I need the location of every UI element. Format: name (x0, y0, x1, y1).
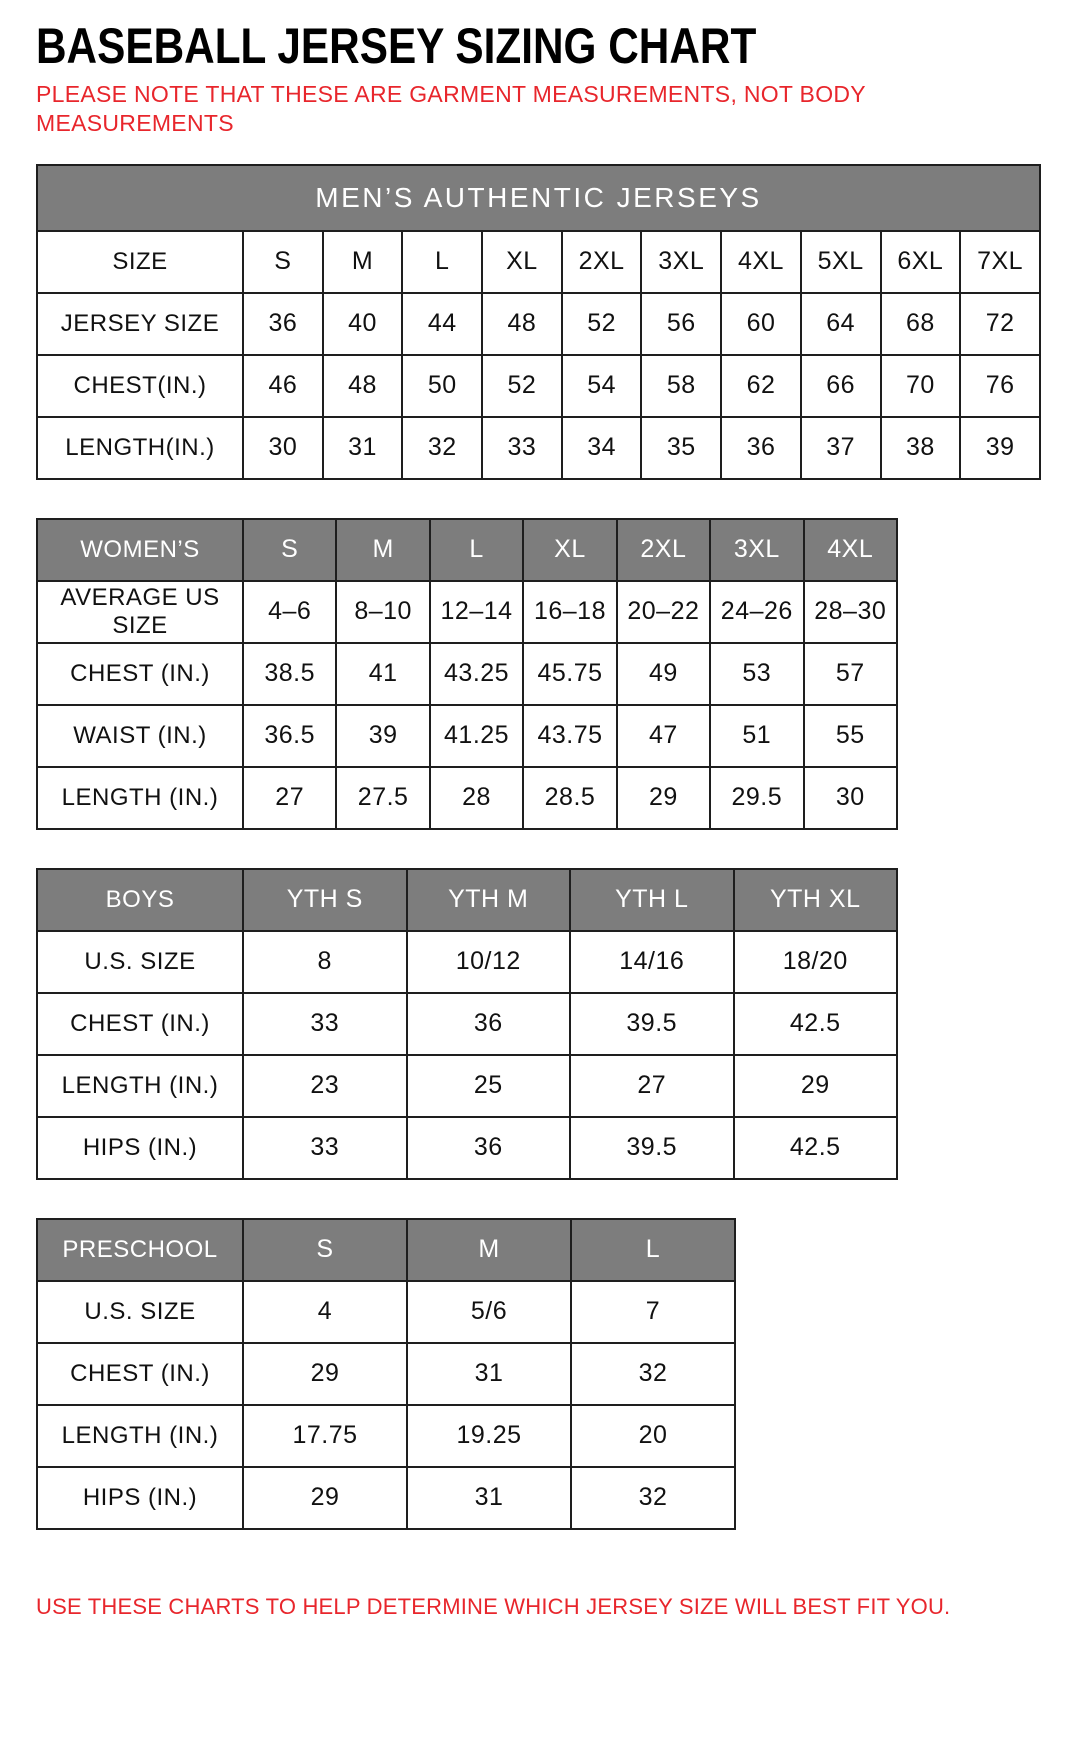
data-cell: 31 (407, 1343, 571, 1405)
data-cell: 33 (243, 993, 407, 1055)
data-cell: 37 (801, 417, 881, 479)
data-cell: M (323, 231, 403, 293)
data-cell: 7 (571, 1281, 735, 1343)
table-header-row (37, 869, 897, 931)
data-cell: 29 (734, 1055, 898, 1117)
data-cell: 28.5 (523, 767, 616, 829)
data-cell: 66 (801, 355, 881, 417)
data-cell: 8 (243, 931, 407, 993)
data-cell: 7XL (960, 231, 1040, 293)
data-cell: 60 (721, 293, 801, 355)
data-cell: XL (482, 231, 562, 293)
data-cell: 8–10 (336, 581, 429, 643)
data-cell: 68 (881, 293, 961, 355)
data-cell: 55 (804, 705, 897, 767)
data-cell: 28 (430, 767, 523, 829)
table-row (37, 1343, 735, 1405)
data-cell: 4XL (721, 231, 801, 293)
table-corner-label: PRESCHOOL (37, 1219, 243, 1281)
data-cell: 25 (407, 1055, 571, 1117)
data-cell: 39.5 (570, 993, 734, 1055)
table-row (37, 767, 897, 829)
data-cell: 29 (243, 1467, 407, 1529)
preschool-sizing-table (36, 1218, 736, 1530)
data-cell: 53 (710, 643, 803, 705)
womens-sizing-table (36, 518, 898, 830)
data-cell: 48 (482, 293, 562, 355)
row-label: LENGTH (IN.) (37, 1405, 243, 1467)
column-header: 4XL (804, 519, 897, 581)
data-cell: 10/12 (407, 931, 571, 993)
data-cell: 36 (243, 293, 323, 355)
data-cell: 33 (482, 417, 562, 479)
data-cell: 3XL (641, 231, 721, 293)
data-cell: 29 (617, 767, 710, 829)
column-header: 2XL (617, 519, 710, 581)
column-header: YTH XL (734, 869, 898, 931)
data-cell: L (402, 231, 482, 293)
row-label: WAIST (IN.) (37, 705, 243, 767)
data-cell: 57 (804, 643, 897, 705)
data-cell: 4–6 (243, 581, 336, 643)
data-cell: 18/20 (734, 931, 898, 993)
row-label: U.S. SIZE (37, 1281, 243, 1343)
data-cell: 39 (960, 417, 1040, 479)
footer-note: USE THESE CHARTS TO HELP DETERMINE WHICH JERSEY SIZE WILL BEST FIT YOU. (36, 1593, 951, 1619)
data-cell: 32 (571, 1343, 735, 1405)
data-cell: 4 (243, 1281, 407, 1343)
table-row (37, 1055, 897, 1117)
measurement-note: PLEASE NOTE THAT THESE ARE GARMENT MEASUREMENTS, NOT BODY MEASUREMENTS (36, 81, 866, 137)
row-label: CHEST (IN.) (37, 643, 243, 705)
data-cell: 30 (243, 417, 323, 479)
data-cell: 36 (721, 417, 801, 479)
data-cell: 45.75 (523, 643, 616, 705)
table-corner-label: WOMEN’S (37, 519, 243, 581)
data-cell: 36 (407, 993, 571, 1055)
data-cell: 34 (562, 417, 642, 479)
data-cell: 76 (960, 355, 1040, 417)
data-cell: 20 (571, 1405, 735, 1467)
data-cell: 28–30 (804, 581, 897, 643)
data-cell: 52 (562, 293, 642, 355)
data-cell: 32 (402, 417, 482, 479)
table-row (37, 1281, 735, 1343)
data-cell: 72 (960, 293, 1040, 355)
table-row (37, 931, 897, 993)
data-cell: 5XL (801, 231, 881, 293)
data-cell: 14/16 (570, 931, 734, 993)
data-cell: 32 (571, 1467, 735, 1529)
column-header: M (336, 519, 429, 581)
data-cell: 40 (323, 293, 403, 355)
data-cell: 62 (721, 355, 801, 417)
row-label: CHEST(IN.) (37, 355, 243, 417)
row-label: CHEST (IN.) (37, 993, 243, 1055)
table-row (37, 643, 897, 705)
data-cell: 36.5 (243, 705, 336, 767)
data-cell: 46 (243, 355, 323, 417)
data-cell: 47 (617, 705, 710, 767)
data-cell: 23 (243, 1055, 407, 1117)
data-cell: 24–26 (710, 581, 803, 643)
table-row (37, 581, 897, 643)
table-row (37, 993, 897, 1055)
data-cell: 31 (407, 1467, 571, 1529)
data-cell: 29 (243, 1343, 407, 1405)
column-header: YTH S (243, 869, 407, 931)
data-cell: 38 (881, 417, 961, 479)
data-cell: 17.75 (243, 1405, 407, 1467)
data-cell: 30 (804, 767, 897, 829)
table-corner-label: BOYS (37, 869, 243, 931)
data-cell: 12–14 (430, 581, 523, 643)
data-cell: 43.25 (430, 643, 523, 705)
data-cell: S (243, 231, 323, 293)
data-cell: 36 (407, 1117, 571, 1179)
row-label: LENGTH(IN.) (37, 417, 243, 479)
table-row (37, 1117, 897, 1179)
data-cell: 56 (641, 293, 721, 355)
data-cell: 33 (243, 1117, 407, 1179)
row-label: SIZE (37, 231, 243, 293)
data-cell: 5/6 (407, 1281, 571, 1343)
data-cell: 51 (710, 705, 803, 767)
data-cell: 16–18 (523, 581, 616, 643)
data-cell: 50 (402, 355, 482, 417)
data-cell: 29.5 (710, 767, 803, 829)
mens-sizing-table (36, 164, 1041, 480)
column-header: XL (523, 519, 616, 581)
column-header: M (407, 1219, 571, 1281)
data-cell: 70 (881, 355, 961, 417)
data-cell: 52 (482, 355, 562, 417)
row-label: HIPS (IN.) (37, 1117, 243, 1179)
data-cell: 42.5 (734, 1117, 898, 1179)
data-cell: 6XL (881, 231, 961, 293)
column-header: YTH L (570, 869, 734, 931)
table-title-row (37, 165, 1040, 231)
data-cell: 41.25 (430, 705, 523, 767)
column-header: S (243, 519, 336, 581)
row-label: JERSEY SIZE (37, 293, 243, 355)
data-cell: 44 (402, 293, 482, 355)
data-cell: 43.75 (523, 705, 616, 767)
table-row (37, 231, 1040, 293)
data-cell: 41 (336, 643, 429, 705)
table-row (37, 705, 897, 767)
column-header: L (430, 519, 523, 581)
row-label: LENGTH (IN.) (37, 767, 243, 829)
table-row (37, 1467, 735, 1529)
row-label: CHEST (IN.) (37, 1343, 243, 1405)
column-header: S (243, 1219, 407, 1281)
data-cell: 27.5 (336, 767, 429, 829)
table-header-row (37, 1219, 735, 1281)
row-label: LENGTH (IN.) (37, 1055, 243, 1117)
page-title: BASEBALL JERSEY SIZING CHART (36, 17, 757, 74)
data-cell: 2XL (562, 231, 642, 293)
data-cell: 27 (243, 767, 336, 829)
table-title: MEN’S AUTHENTIC JERSEYS (37, 165, 1040, 231)
table-row (37, 1405, 735, 1467)
column-header: YTH M (407, 869, 571, 931)
table-header-row (37, 519, 897, 581)
column-header: L (571, 1219, 735, 1281)
data-cell: 35 (641, 417, 721, 479)
data-cell: 39.5 (570, 1117, 734, 1179)
row-label: U.S. SIZE (37, 931, 243, 993)
data-cell: 48 (323, 355, 403, 417)
data-cell: 27 (570, 1055, 734, 1117)
column-header: 3XL (710, 519, 803, 581)
row-label: AVERAGE US SIZE (37, 581, 243, 643)
data-cell: 38.5 (243, 643, 336, 705)
table-row (37, 293, 1040, 355)
data-cell: 54 (562, 355, 642, 417)
row-label: HIPS (IN.) (37, 1467, 243, 1529)
data-cell: 39 (336, 705, 429, 767)
data-cell: 20–22 (617, 581, 710, 643)
data-cell: 58 (641, 355, 721, 417)
data-cell: 49 (617, 643, 710, 705)
table-row (37, 417, 1040, 479)
table-row (37, 355, 1040, 417)
data-cell: 64 (801, 293, 881, 355)
data-cell: 31 (323, 417, 403, 479)
boys-sizing-table (36, 868, 898, 1180)
data-cell: 19.25 (407, 1405, 571, 1467)
data-cell: 42.5 (734, 993, 898, 1055)
